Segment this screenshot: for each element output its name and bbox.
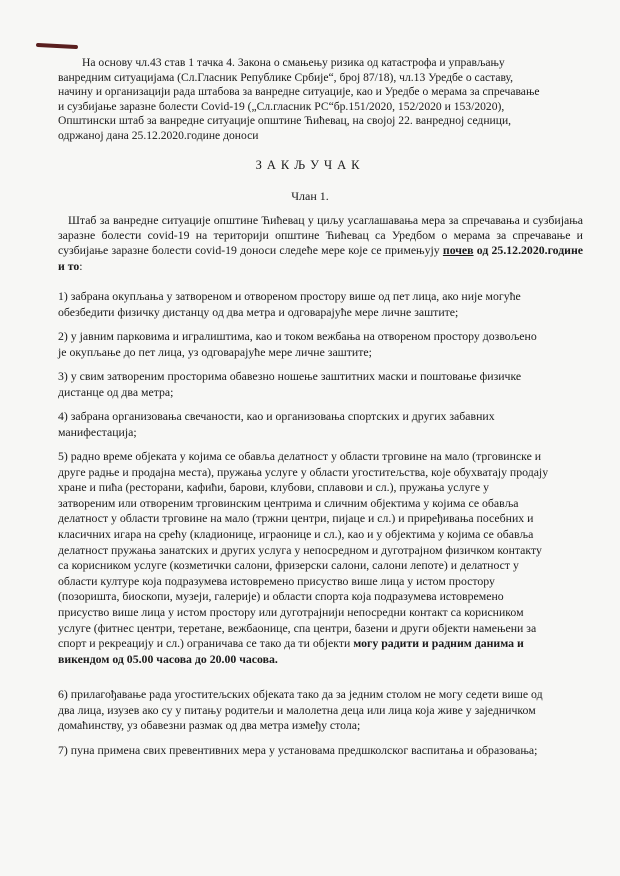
measure-line: спорт и рекреацију и сл.) ограничава се тако да ти објекти — [58, 636, 354, 651]
preamble-line: Општински штаб за ванредне ситуације општине Ћићевац, на својој 22. ванредној седници, — [58, 114, 512, 128]
measure-item-1 — [58, 289, 578, 320]
document-title: ЗАКЉУЧАК — [255, 158, 365, 172]
measure-bold-hours: могу радити и радним данима и — [353, 636, 524, 651]
measure-item-5 — [58, 449, 578, 667]
measure-line: са корисником услуге (козметички салони, фризерски салони, салони лепоте) и делатност у — [58, 558, 519, 573]
measure-bold-hours-end: викендом од 05.00 часова до 20.00 часова. — [58, 651, 278, 666]
measure-line: затвореним или отвореним трговинским центрима и сличним објектима у којима се обавља — [58, 495, 519, 510]
measure-item-4 — [58, 409, 578, 440]
measure-line: је окупљање до пет лица, уз одговарајуће мере личне заштите; — [58, 344, 372, 359]
measure-item-3 — [58, 369, 578, 400]
intro-end: : — [79, 258, 83, 273]
measure-line: 1) забрана окупљања у затвореном и отвореном простору више од пет лица, ако није могуће — [58, 289, 521, 303]
measure-line: 6) прилагођавање рада угоститељских објеката тако да за једним столом не могу седети више од — [58, 687, 543, 701]
measure-line: (позоришта, биоскопи, музеји, галерије) и области спорта која подразумева истовремено — [58, 589, 504, 604]
measure-line: 3) у свим затвореним просторима обавезно ношење заштитних маски и поштовање физичке — [58, 369, 522, 383]
measure-line: 4) забрана организовања свечаности, као и организовања спортских и других забавних — [58, 409, 495, 423]
preamble-line: ванредним ситуацијама (Сл.Гласник Републике Србије“, број 87/18), чл.13 Уредбе о саставу, — [58, 70, 514, 84]
measure-line: 2) у јавним парковима и игралиштима, као и током вежбања на отвореном простору дозвољено — [58, 329, 537, 343]
measure-line: друге радње и продајна места), пружања услуге у области угоститељства, које обухватају продају — [58, 464, 549, 479]
measure-line: области културе која подразумева истовремено присуство више лица у истом простору — [58, 573, 495, 588]
measure-line: обезбедити физичку дистанцу од два метра и одговарајуће мере личне заштите; — [58, 304, 459, 319]
measure-line: делатност пружања занатских и других услуга у непосредном и дуготрајном физичком контакту — [58, 542, 542, 557]
intro-text: Штаб за ванредне ситуације општине Ћићевац у циљу усаглашавања мера за спречавања и сузбијања заразне болести covid-19 на територији општине Ћићевац са Уредбом о мерама за спречавање и сузбијање заразне болести covid-19 доноси следеће мере које се примењују — [58, 213, 583, 258]
measure-line: делатност у области трговине на мало (тржни центри, пијаце и сл.) и приређивања посебних и — [58, 511, 534, 526]
article-heading: Члан 1. — [291, 189, 329, 203]
pen-mark — [36, 43, 78, 49]
measure-item-2 — [58, 329, 578, 360]
measure-line: класичних игара на срећу (кладионице, играонице и сл.), као и у објектима у којима се обавља — [58, 526, 534, 541]
preamble-line: и сузбијање заразне болести Covid-19 („Сл.гласник РС“бр.151/2020, 152/2020 и 153/2020), — [58, 99, 505, 113]
preamble-line: начину и организацији рада штабова за ванредне ситуације, као и Уредбе о мерама за спречавање — [58, 85, 540, 99]
measure-line: домаћинству, уз обавезни размак од два метра између стола; — [58, 718, 361, 733]
measure-line: 5) радно време објеката у којима се обавља делатност у области трговине на мало (трговинске и — [58, 449, 542, 463]
preamble-line: одржаној дана 25.12.2020.године доноси — [58, 128, 259, 142]
intro-bold-underlined: почев — [442, 243, 474, 258]
measure-line: присуство више лица у истом простору или дуготрајнији непосредни контакт са корисником — [58, 604, 524, 619]
measure-item-6 — [58, 687, 578, 734]
preamble — [58, 56, 578, 144]
measure-line: хране и пића (ресторани, кафићи, барови, клубови, сплавови и сл.), пружања услуге у — [58, 480, 490, 495]
preamble-line: На основу чл.43 став 1 тачка 4. Закона о смањењу ризика од катастрофа и управљању — [82, 56, 505, 69]
measure-line: два лица, изузев ако су у питању родитељи и малолетна деца или лица која живе у заједничком — [58, 702, 536, 717]
intro-paragraph — [58, 213, 583, 274]
measure-line: 7) пуна примена свих превентивних мера у установама предшколског васпитања и образовања; — [58, 743, 538, 757]
measure-item-7 — [58, 743, 578, 759]
measure-line: дистанце од два метра; — [58, 384, 174, 399]
intro-bold-date: од 25.12.2020.године и то — [58, 243, 583, 273]
measure-line: манифестација; — [58, 424, 137, 439]
measure-line: услуге (фитнес центри, теретане, вежбаонице, спа центри, базени и други објекти намењени за — [58, 620, 537, 635]
